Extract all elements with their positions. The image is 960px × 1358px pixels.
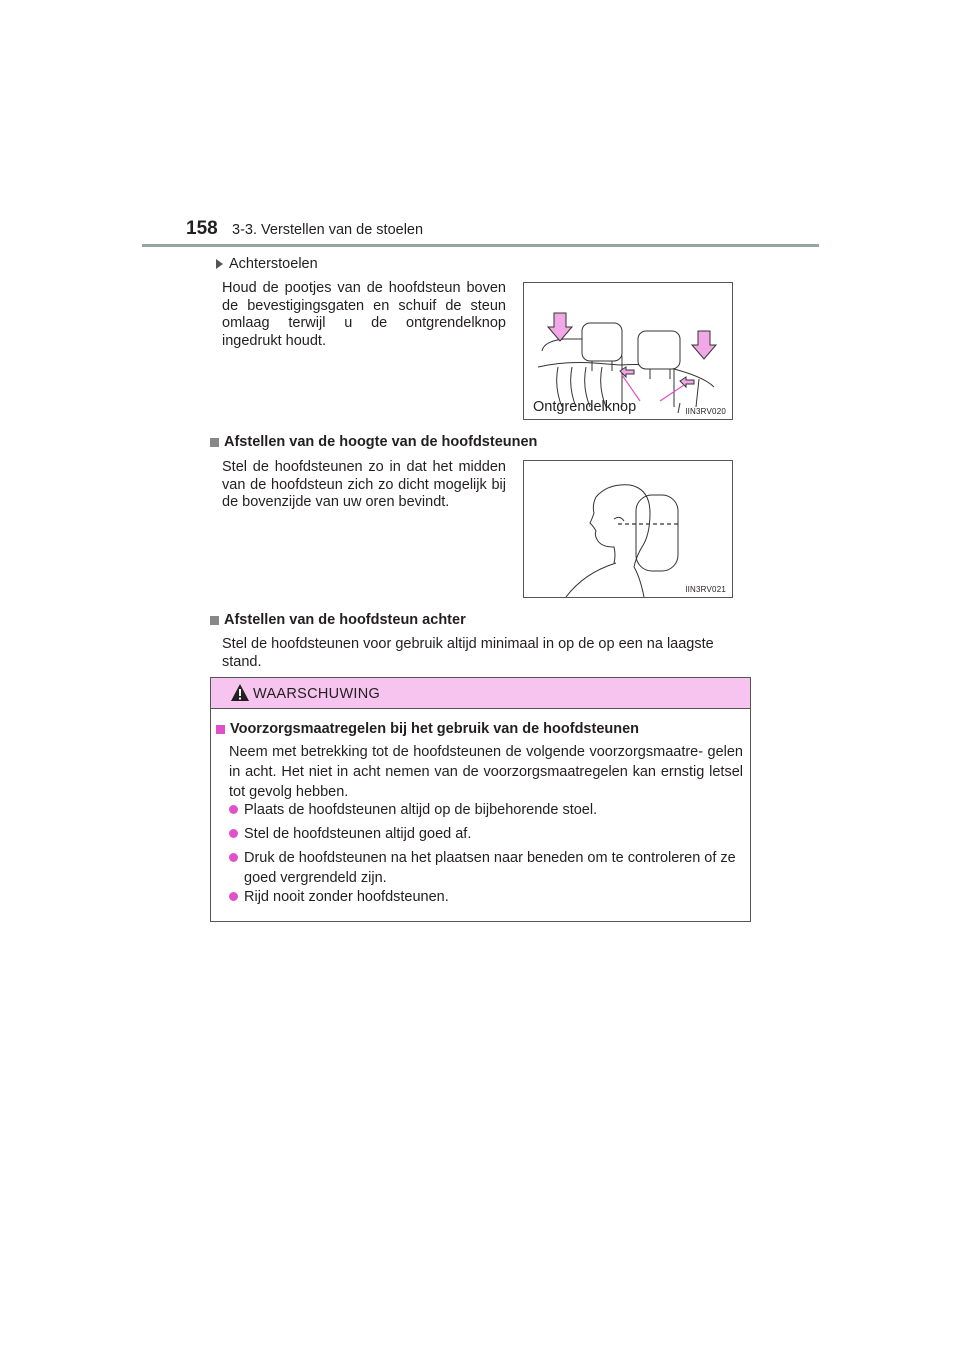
height-adjust-heading-text: Afstellen van de hoogte van de hoofdsteunen	[224, 434, 538, 450]
headrest-install-illustration	[523, 282, 733, 420]
warning-bullet-text: Plaats de hoofdsteunen altijd op de bijbehorende stoel.	[244, 802, 598, 818]
figure-code-2: IIN3RV021	[685, 585, 726, 594]
square-bullet-icon	[216, 725, 225, 734]
triangle-bullet-icon	[216, 259, 223, 269]
circle-bullet-icon	[229, 853, 238, 862]
warning-box	[210, 677, 751, 922]
warning-text: Neem met betrekking tot de hoofdsteunen de volgende voorzorgsmaatre- gelen in acht. Het niet in acht nemen van de voorzorgsmaatregelen kan ernstig letsel tot gevolg hebben.	[229, 744, 743, 800]
rear-adjust-text: Stel de hoofdsteunen voor gebruik altijd minimaal in op de op een na laagste stand.	[222, 636, 714, 670]
rear-adjust-heading	[210, 612, 466, 628]
warning-heading-text: Voorzorgsmaatregelen bij het gebruik van de hoofdsteunen	[230, 721, 640, 737]
circle-bullet-icon	[229, 892, 238, 901]
warning-bullet-text: Druk de hoofdsteunen na het plaatsen naar beneden om te controleren of ze goed vergrendeld zijn.	[244, 850, 736, 886]
rear-adjust-heading-text: Afstellen van de hoofdsteun achter	[224, 612, 466, 628]
square-bullet-icon	[210, 438, 219, 447]
head-position-drawing	[524, 461, 732, 597]
circle-bullet-icon	[229, 829, 238, 838]
warning-bullet-text: Rijd nooit zonder hoofdsteunen.	[244, 889, 449, 905]
warning-bullet	[229, 848, 743, 888]
warning-title: WAARSCHUWING	[253, 686, 381, 702]
header-divider	[142, 244, 819, 247]
rear-seats-label: Achterstoelen	[229, 256, 318, 272]
square-bullet-icon	[210, 616, 219, 625]
warning-bullet	[229, 887, 743, 907]
height-adjust-text: Stel de hoofdsteunen zo in dat het midden van de hoofdsteun zich zo dicht mogelijk bij de bovenzijde van uw oren bevindt.	[222, 459, 506, 510]
page-number: 158	[186, 218, 218, 239]
warning-bullet	[229, 824, 743, 844]
warning-heading	[216, 721, 639, 737]
release-button-callout: Ontgrendelknop	[533, 399, 637, 415]
warning-bullet-text: Stel de hoofdsteunen altijd goed af.	[244, 826, 472, 842]
circle-bullet-icon	[229, 805, 238, 814]
section-title: 3-3. Verstellen van de stoelen	[232, 222, 424, 238]
height-adjust-heading	[210, 434, 537, 450]
rear-seats-subheading	[216, 256, 318, 272]
rear-seats-instruction: Houd de pootjes van de hoofdsteun boven de bevestigingsgaten en schuif de steun omlaag terwijl u de ontgrendelknop ingedrukt houdt.	[222, 280, 506, 349]
warning-bullet	[229, 800, 743, 820]
warning-header	[211, 678, 750, 709]
warning-triangle-icon	[230, 683, 250, 702]
figure-code: IIN3RV020	[685, 407, 726, 416]
head-position-illustration	[523, 460, 733, 598]
